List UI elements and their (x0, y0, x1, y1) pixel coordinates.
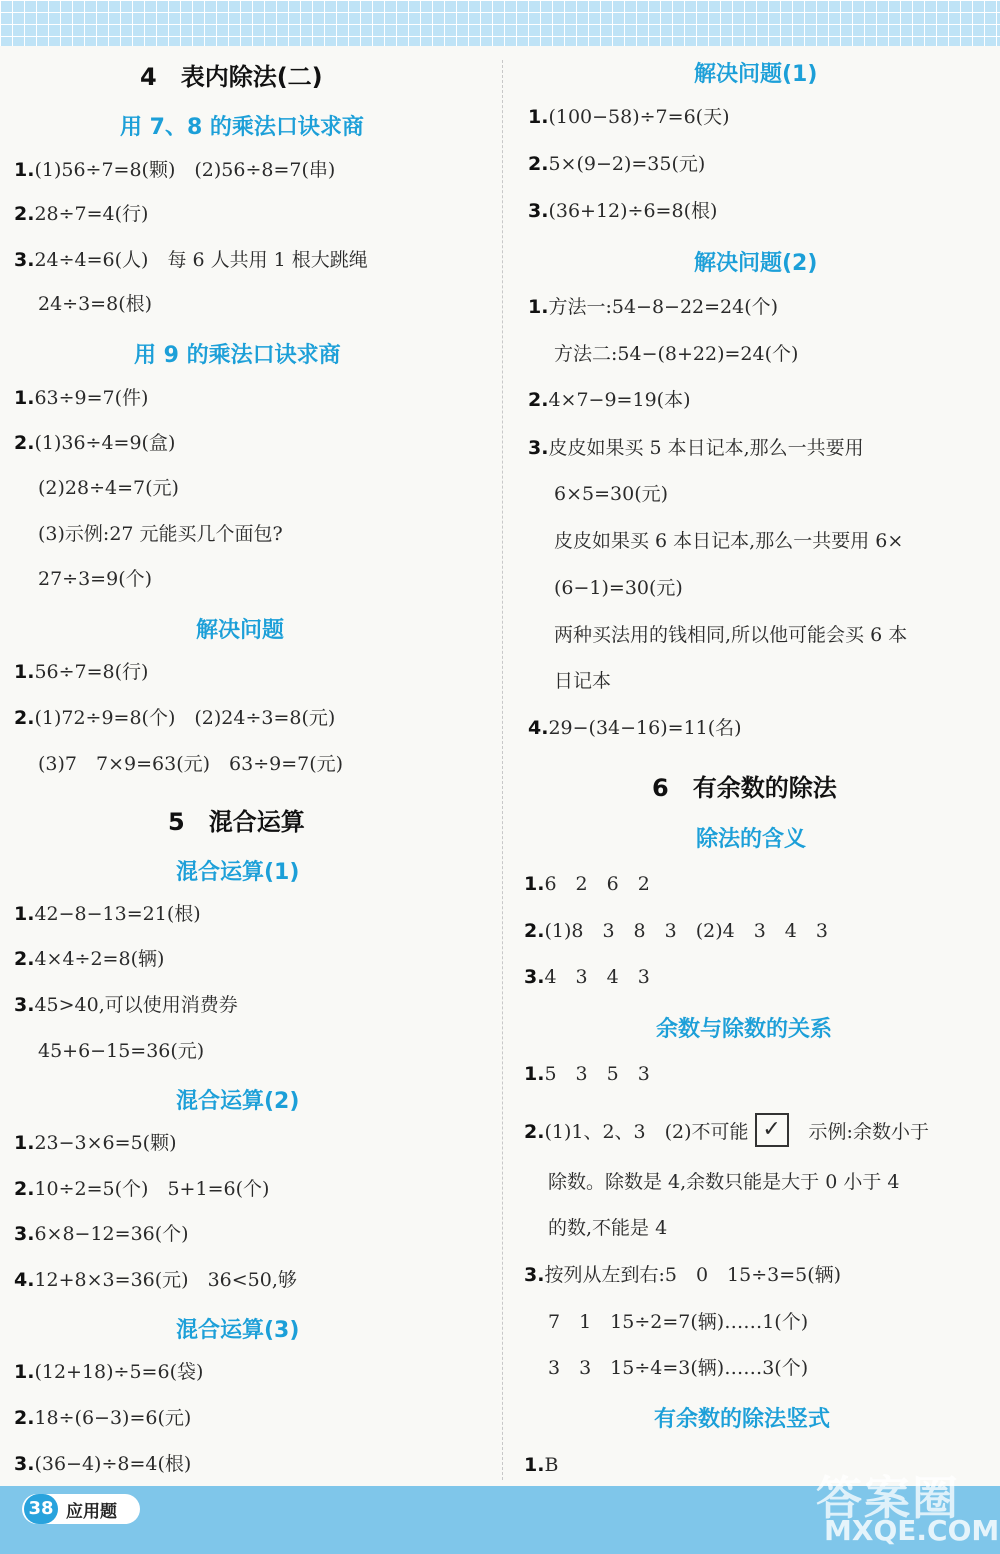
section-remainder-divisor-title: 余数与除数的关系 (656, 1017, 833, 1042)
list-item: 27÷3=9(个) (38, 568, 153, 590)
list-item: 1.23−3×6=5(颗) (14, 1132, 177, 1154)
watermark-text: 答案圈 (816, 1471, 960, 1525)
section-mixed-ops-2-title: 混合运算(2) (176, 1089, 300, 1114)
list-item: 两种买法用的钱相同,所以他可能会买 6 本 (554, 624, 908, 646)
section-multiply-7-8-title: 用 7、8 的乘法口诀求商 (120, 115, 364, 140)
list-item: 的数,不能是 4 (548, 1217, 668, 1239)
watermark-url: MXQE.COM (824, 1514, 1000, 1547)
list-item: 2.10÷2=5(个) 5+1=6(个) (14, 1178, 270, 1200)
list-item: 3.4 3 4 3 (524, 966, 650, 988)
list-item: 3.(36−4)÷8=4(根) (14, 1453, 192, 1475)
section-solve-problems-1-title: 解决问题(1) (694, 62, 818, 87)
list-item: 1.42−8−13=21(根) (14, 903, 201, 925)
list-item: 2.(1)1、2、3 (2)不可能 ✓ 示例:余数小于 (524, 1116, 929, 1150)
list-item: 6×5=30(元) (554, 483, 669, 505)
section-mixed-ops-1-title: 混合运算(1) (176, 860, 300, 885)
list-item: 2.28÷7=4(行) (14, 203, 149, 225)
list-item: 1.(1)56÷7=8(颗) (2)56÷8=7(串) (14, 159, 336, 181)
left-column (0, 0, 500, 1480)
list-item: 3.45>40,可以使用消费券 (14, 994, 238, 1016)
list-item: (6−1)=30(元) (554, 577, 683, 599)
check-mark-icon: ✓ (755, 1113, 789, 1147)
list-item: (3)7 7×9=63(元) 63÷9=7(元) (38, 753, 344, 775)
list-item: 1.方法一:54−8−22=24(个) (528, 296, 779, 318)
chapter-5-title: 5 混合运算 (168, 808, 305, 836)
list-item: 2.4×4÷2=8(辆) (14, 948, 165, 970)
list-item: 1.B (524, 1454, 559, 1476)
list-item: 7 1 15÷2=7(辆)……1(个) (548, 1311, 809, 1333)
section-mixed-ops-3-title: 混合运算(3) (176, 1318, 300, 1343)
list-item: 日记本 (554, 670, 612, 692)
section-solve-problems-title: 解决问题 (196, 618, 285, 643)
list-item: 3.皮皮如果买 5 本日记本,那么一共要用 (528, 437, 864, 459)
list-item: 1.(100−58)÷7=6(天) (528, 106, 730, 128)
list-item: 1.63÷9=7(件) (14, 387, 149, 409)
list-item: 2.(1)8 3 8 3 (2)4 3 4 3 (524, 920, 828, 942)
list-item: 3.6×8−12=36(个) (14, 1223, 189, 1245)
list-item: 3 3 15÷4=3(辆)……3(个) (548, 1357, 809, 1379)
list-item: 1.5 3 5 3 (524, 1063, 650, 1085)
list-item: 24÷3=8(根) (38, 293, 153, 315)
list-item: 2.(1)36÷4=9(盒) (14, 432, 176, 454)
list-item: 2.5×(9−2)=35(元) (528, 153, 706, 175)
list-item: 4.29−(34−16)=11(名) (528, 717, 742, 739)
list-item: (2)28÷4=7(元) (38, 477, 179, 499)
list-item: 1.56÷7=8(行) (14, 661, 149, 683)
chapter-6-title: 6 有余数的除法 (652, 774, 837, 802)
section-division-meaning-title: 除法的含义 (696, 827, 807, 852)
list-item: 3.(36+12)÷6=8(根) (528, 200, 718, 222)
list-item: 皮皮如果买 6 本日记本,那么一共要用 6× (554, 530, 904, 552)
list-item: 4.12+8×3=36(元) 36<50,够 (14, 1269, 297, 1291)
list-item: 45+6−15=36(元) (38, 1040, 205, 1062)
list-item: 方法二:54−(8+22)=24(个) (554, 343, 799, 365)
list-item: (3)示例:27 元能买几个面包? (38, 523, 283, 545)
page-number: 38 (24, 1494, 58, 1524)
right-column (510, 0, 1000, 1480)
list-item: 3.按列从左到右:5 0 15÷3=5(辆) (524, 1264, 842, 1286)
list-item: 除数。除数是 4,余数只能是大于 0 小于 4 (548, 1171, 900, 1193)
list-item: 1.(12+18)÷5=6(袋) (14, 1361, 204, 1383)
section-solve-problems-2-title: 解决问题(2) (694, 251, 818, 276)
column-divider (502, 60, 503, 1480)
chapter-4-title: 4 表内除法(二) (140, 63, 323, 91)
section-long-division-title: 有余数的除法竖式 (654, 1407, 831, 1432)
list-item: 2.4×7−9=19(本) (528, 389, 691, 411)
list-item: 2.18÷(6−3)=6(元) (14, 1407, 192, 1429)
list-item: 1.6 2 6 2 (524, 873, 650, 895)
section-multiply-9-title: 用 9 的乘法口诀求商 (134, 343, 341, 368)
list-item: 2.(1)72÷9=8(个) (2)24÷3=8(元) (14, 707, 336, 729)
page-category-label: 应用题 (66, 1502, 117, 1522)
list-item: 3.24÷4=6(人) 每 6 人共用 1 根大跳绳 (14, 249, 368, 271)
